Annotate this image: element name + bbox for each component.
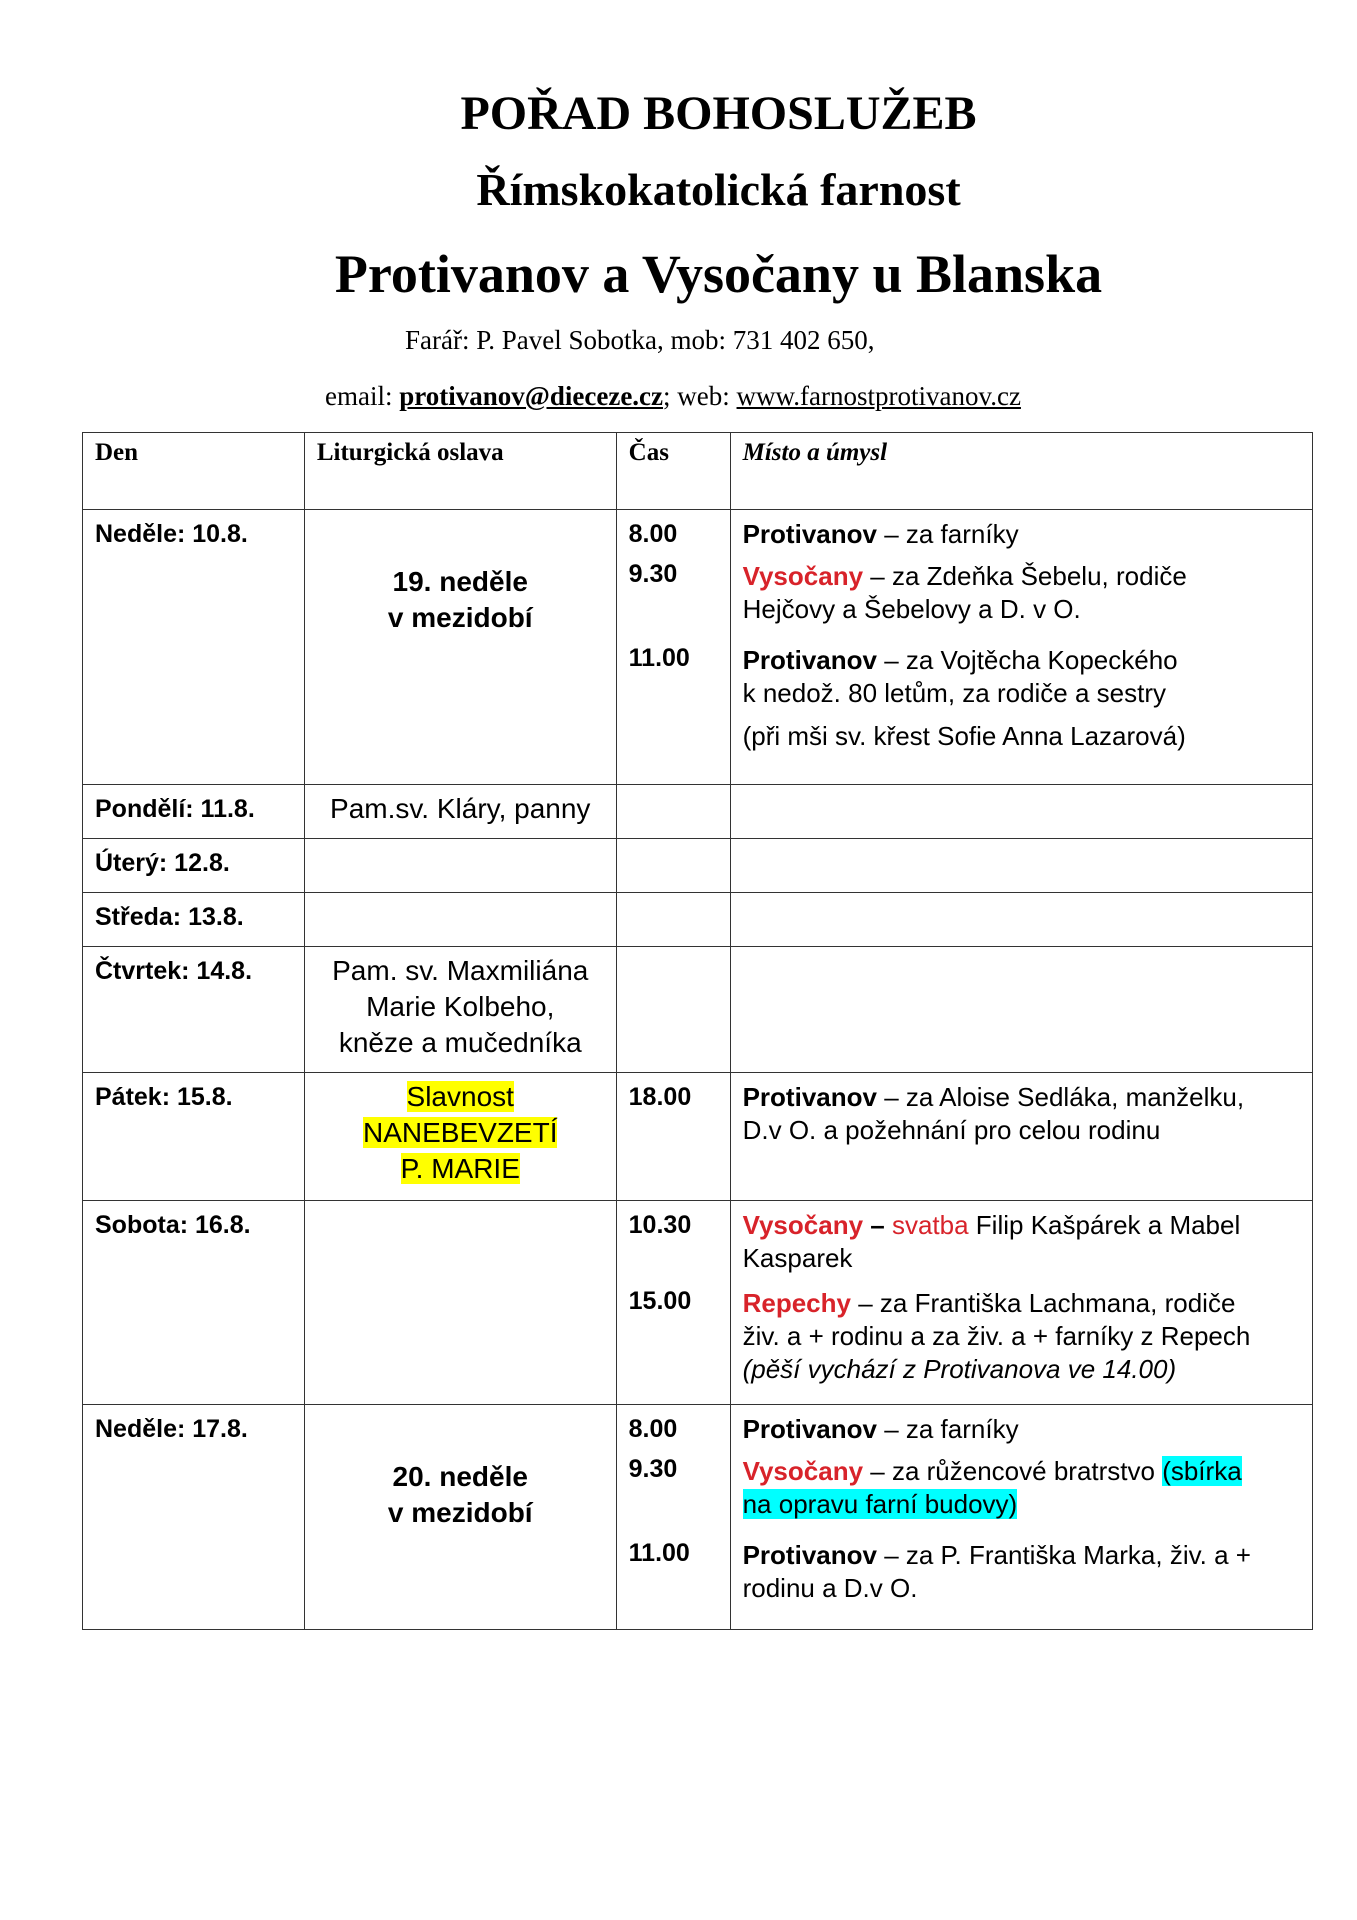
table-row (83, 1405, 1313, 1630)
place-name: Vysočany (742, 561, 864, 591)
priest-contact: Farář: P. Pavel Sobotka, mob: 731 402 650, (405, 325, 875, 355)
place-name: Repechy (742, 1288, 851, 1318)
intention-text: D.v O. a požehnání pro celou rodinu (742, 1115, 1161, 1145)
intention-text: – za Aloise Sedláka, manželku, (876, 1082, 1245, 1112)
time-value: 15.00 (628, 1287, 692, 1315)
place-cell (730, 893, 1312, 947)
day-cell: Úterý: 12.8. (83, 839, 305, 893)
mass-intention (743, 644, 1312, 753)
day-cell: Středa: 13.8. (83, 893, 305, 947)
table-row (83, 1073, 1313, 1201)
place-cell (730, 1073, 1312, 1201)
dash: – (863, 1210, 892, 1240)
liturgy-line: kněze a mučedníka (338, 1027, 582, 1058)
feast-line: Slavnost (406, 1081, 514, 1112)
collection-note: na opravu farní budovy) (742, 1489, 1018, 1519)
intention-text: – za Františka Lachmana, rodiče (850, 1288, 1236, 1318)
intention-text: – za Vojtěcha Kopeckého (876, 645, 1178, 675)
intention-text: – za farníky (876, 1414, 1019, 1444)
place-name: Vysočany (742, 1210, 864, 1240)
table-row (83, 785, 1313, 839)
table-row (83, 839, 1313, 893)
time-cell (616, 1201, 730, 1405)
time-cell (616, 785, 730, 839)
intention-text: – za farníky (876, 519, 1019, 549)
day-cell: Pondělí: 11.8. (83, 785, 305, 839)
time-cell (616, 510, 730, 785)
table-header-row (83, 433, 1313, 510)
intention-text: – za P. Františka Marka, živ. a + (876, 1540, 1251, 1570)
time-value: 11.00 (628, 1539, 690, 1567)
intention-text: – za růžencové bratrstvo (863, 1456, 1163, 1486)
place-cell (730, 785, 1312, 839)
time-value: 9.30 (628, 1455, 678, 1483)
day-cell: Neděle: 17.8. (83, 1405, 305, 1630)
mass-intention (743, 1539, 1312, 1605)
place-name: Vysočany (742, 1456, 864, 1486)
time-value: 11.00 (628, 644, 690, 672)
header-liturgy: Liturgická oslava (304, 433, 616, 510)
intention-text: Kasparek (742, 1243, 853, 1273)
time-cell (616, 1405, 730, 1630)
place-cell (730, 947, 1312, 1073)
email-label: email: (325, 381, 400, 411)
baptism-note: (při mši sv. křest Sofie Anna Lazarová) (742, 721, 1186, 751)
intention-text: Filip Kašpárek a Mabel (968, 1210, 1241, 1240)
web-link[interactable]: www.farnostprotivanov.cz (736, 381, 1021, 411)
place-cell (730, 1405, 1312, 1630)
time-value: 10.30 (628, 1211, 692, 1239)
place-cell (730, 1201, 1312, 1405)
day-cell: Čtvrtek: 14.8. (83, 947, 305, 1073)
time-value: 8.00 (628, 520, 678, 548)
time-cell (616, 947, 730, 1073)
liturgy-line: 19. neděle (392, 566, 528, 597)
intention-text: rodinu a D.v O. (742, 1573, 918, 1603)
liturgy-line: v mezidobí (387, 1497, 533, 1528)
mass-intention (743, 1287, 1312, 1386)
page-subtitle: Římskokatolická farnost (476, 164, 961, 215)
liturgy-cell (304, 1405, 616, 1630)
liturgy-line: Marie Kolbeho, (366, 991, 555, 1022)
table-row (83, 893, 1313, 947)
liturgy-cell (304, 1073, 616, 1201)
wedding-label: svatba (891, 1210, 969, 1240)
header-place: Místo a úmysl (730, 433, 1312, 510)
time-cell (616, 893, 730, 947)
table-row (83, 947, 1313, 1073)
time-value: 8.00 (628, 1415, 678, 1443)
parish-name: Protivanov a Vysočany u Blanska (334, 244, 1103, 304)
intention-text: k nedož. 80 letům, za rodiče a sestry (742, 678, 1167, 708)
intention-text: živ. a + rodinu a za živ. a + farníky z Repech (742, 1321, 1251, 1351)
day-cell: Neděle: 10.8. (83, 510, 305, 785)
collection-note: (sbírka (1162, 1456, 1242, 1486)
place-name: Protivanov (742, 1414, 877, 1444)
feast-line: NANEBEVZETÍ (363, 1117, 558, 1148)
place-name: Protivanov (742, 1082, 877, 1112)
feast-line: P. MARIE (400, 1153, 520, 1184)
liturgy-cell: Pam.sv. Kláry, panny (304, 785, 616, 839)
liturgy-cell (304, 1201, 616, 1405)
liturgy-cell (304, 947, 616, 1073)
liturgy-line: 20. neděle (392, 1461, 528, 1492)
liturgy-cell (304, 839, 616, 893)
time-cell: 18.00 (616, 1073, 730, 1201)
email-link[interactable]: protivanov@dieceze.cz (399, 381, 664, 411)
web-label: ; web: (663, 381, 737, 411)
time-cell (616, 839, 730, 893)
place-cell (730, 839, 1312, 893)
header-time: Čas (616, 433, 730, 510)
mass-intention (743, 1201, 1312, 1287)
mass-intention (743, 560, 1312, 644)
day-cell: Pátek: 15.8. (83, 1073, 305, 1201)
place-name: Protivanov (742, 519, 877, 549)
mass-intention (743, 1455, 1312, 1539)
table-row (83, 1201, 1313, 1405)
liturgy-cell (304, 510, 616, 785)
mass-intention (743, 510, 1312, 560)
liturgy-line: Pam. sv. Maxmiliána (332, 955, 589, 986)
contact-line (325, 381, 1021, 412)
table-row (83, 510, 1313, 785)
place-name: Protivanov (742, 1540, 877, 1570)
mass-intention (743, 1405, 1312, 1455)
page-title: POŘAD BOHOSLUŽEB (460, 87, 977, 140)
day-cell: Sobota: 16.8. (83, 1201, 305, 1405)
place-name: Protivanov (742, 645, 877, 675)
intention-text: Hejčovy a Šebelovy a D. v O. (742, 594, 1081, 624)
place-cell (730, 510, 1312, 785)
schedule-table (82, 432, 1313, 1630)
liturgy-line: v mezidobí (387, 602, 533, 633)
time-value: 9.30 (628, 560, 678, 588)
header-day: Den (83, 433, 305, 510)
liturgy-cell (304, 893, 616, 947)
pilgrimage-note: (pěší vychází z Protivanova ve 14.00) (742, 1354, 1177, 1384)
intention-text: – za Zdeňka Šebelu, rodiče (863, 561, 1187, 591)
